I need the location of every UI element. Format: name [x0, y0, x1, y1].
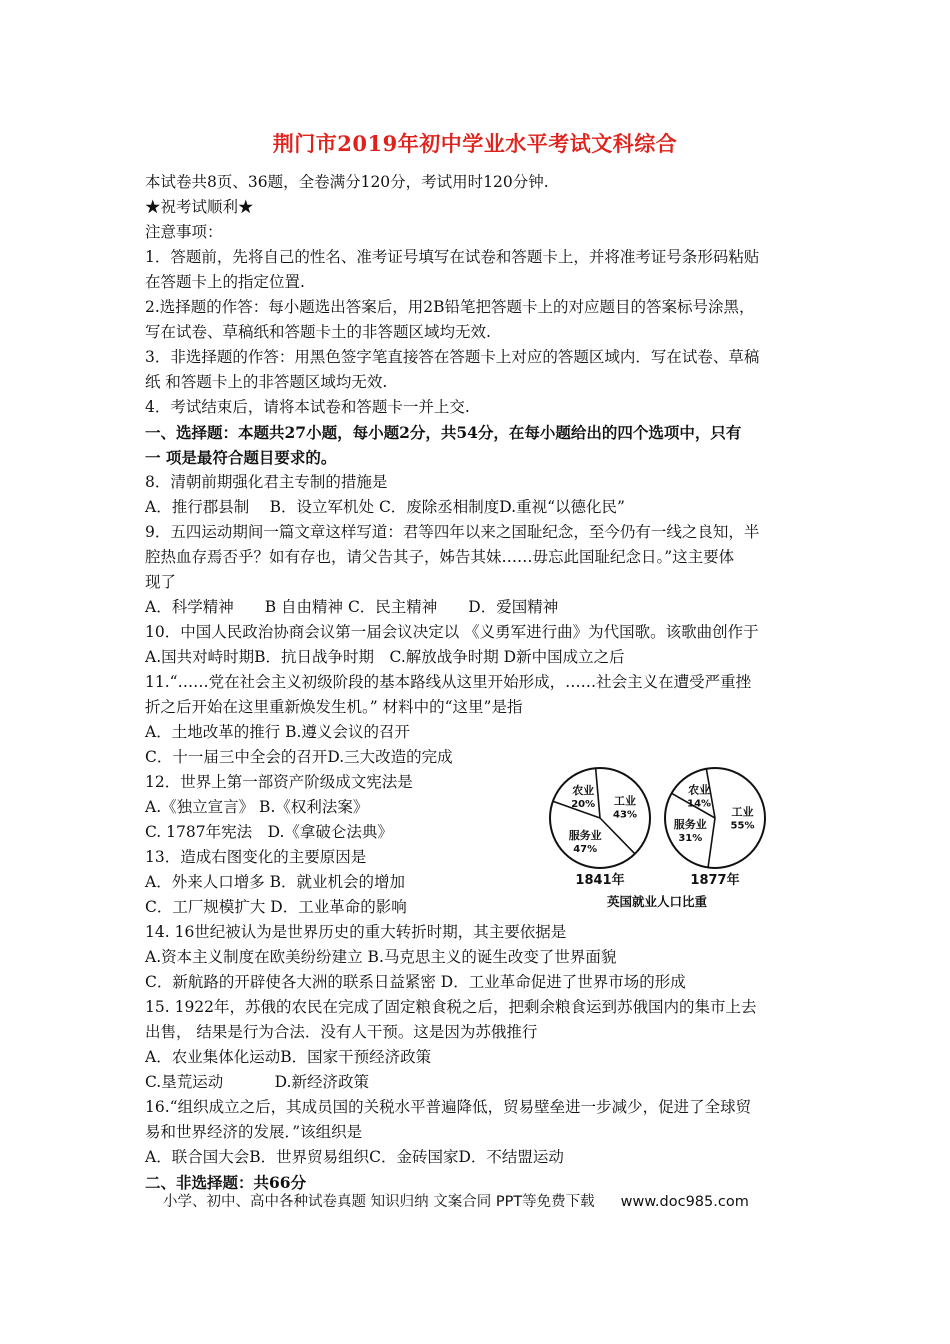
pie-year-label: 1877年: [690, 873, 740, 888]
pie-slice-value: 43%: [613, 809, 637, 821]
footer-text: 小学、初中、高中各种试卷真题 知识归纳 文案合同 PPT等免费下载: [163, 1194, 595, 1210]
pie-slice-value: 31%: [678, 833, 703, 845]
question-line: C.垦荒运动 D.新经济政策: [145, 1073, 369, 1091]
question-line: A.国共对峙时期B．抗日战争时期 C.解放战争时期 D新中国成立之后: [145, 648, 625, 666]
question-line: A．推行郡县制 B．设立军机处 C．废除丞相制度D.重视“以德化民”: [145, 498, 625, 516]
note-line: 在答题卡上的指定位置.: [145, 273, 305, 291]
question-line: A.资本主义制度在欧美纷纷建立 B.马克思主义的诞生改变了世界面貌: [145, 948, 617, 966]
question-line: C．工厂规模扩大 D．工业革命的影响: [145, 898, 407, 916]
question-line: 16.“组织成立之后，其成员国的关税水平普遍降低，贸易壁垒进一步减少，促进了全球贸: [145, 1098, 752, 1116]
section-heading: 一 项是最符合题目要求的。: [145, 448, 337, 467]
question-line: A.《独立宣言》 B.《权利法案》: [145, 798, 369, 816]
question-line: 9．五四运动期间一篇文章这样写道：君等四年以来之国耻纪念，至今仍有一线之良知，半: [145, 523, 760, 541]
question-line: 易和世界经济的发展．”该组织是: [145, 1123, 363, 1141]
pie-slice-label: 服务业: [568, 829, 602, 843]
pie-slice-label: 农业: [688, 783, 711, 797]
note-line: 写在试卷、草稿纸和答题卡土的非答题区域均无效.: [145, 323, 491, 341]
pie-slice-value: 55%: [730, 820, 755, 832]
section-heading: 一、选择题：本题共27小题，每小题2分，共54分，在每小题给出的四个选项中，只有: [145, 423, 742, 442]
note-line: 纸 和答题卡上的非答题区域均无效.: [145, 373, 388, 391]
pie-slice-value: 20%: [571, 799, 596, 811]
question-line: A．土地改革的推行 B.遵义会议的召开: [145, 723, 410, 741]
intro-line: 本试卷共8页、36题，全卷满分120分，考试用时120分钟.: [145, 173, 549, 191]
intro-line: 注意事项：: [145, 223, 223, 241]
question-line: 13．造成右图变化的主要原因是: [145, 848, 367, 866]
question-line: 10．中国人民政治协商会议第一届会议决定以 《义勇军进行曲》为代国歌。该歌曲创作于: [145, 623, 759, 641]
pie-slice-label: 工业: [731, 805, 754, 819]
note-line: 3．非选择题的作答：用黑色签字笔直接答在答题卡上对应的答题区域内．写在试卷、草稿: [145, 348, 760, 366]
question-line: A．科学精神 B 自由精神 C．民主精神 D．爱国精神: [145, 598, 559, 616]
pie-slice-value: 47%: [573, 844, 598, 856]
chart-title: 英国就业人口比重: [606, 894, 708, 909]
question-line: A．农业集体化运动B．国家干预经济政策: [145, 1048, 432, 1066]
employment-pie-chart: [545, 758, 770, 918]
question-line: 出售， 结果是行为合法．没有人干预。这是因为苏俄推行: [145, 1023, 538, 1041]
pie-slice-label: 服务业: [673, 818, 707, 832]
question-line: A．外来人口增多 B．就业机会的增加: [145, 873, 406, 891]
question-line: C. 1787年宪法 D.《拿破仑法典》: [145, 823, 393, 841]
question-line: 12．世界上第一部资产阶级成文宪法是: [145, 773, 413, 791]
intro-line: ★祝考试顺利★: [145, 198, 254, 216]
question-line: C．新航路的开辟使各大洲的联系日益紧密 D．工业革命促进了世界市场的形成: [145, 973, 686, 991]
question-line: 11.“……党在社会主义初级阶段的基本路线从这里开始形成，……社会主义在遭受严重挫: [145, 673, 752, 691]
question-line: 现了: [145, 573, 177, 591]
note-line: 4．考试结束后，请将本试卷和答题卡一并上交.: [145, 398, 470, 416]
section-heading: 二、非选择题：共66分: [145, 1173, 307, 1192]
footer-site-link[interactable]: www.doc985.com: [620, 1194, 749, 1210]
pie-slice-value: 14%: [687, 798, 712, 810]
question-line: 14. 16世纪被认为是世界历史的重大转折时期，其主要依据是: [145, 923, 567, 941]
question-line: A．联合国大会B．世界贸易组织C．金砖国家D．不结盟运动: [145, 1148, 564, 1166]
question-line: 腔热血存焉否乎？如有存也，请父告其子，姊告其妹……毋忘此国耻纪念日。”这主要体: [145, 548, 735, 566]
question-line: 8．清朝前期强化君主专制的措施是: [145, 473, 388, 491]
exam-title: 荆门市2019年初中学业水平考试文科综合: [272, 131, 678, 156]
pie-slice-label: 农业: [572, 784, 595, 798]
note-line: 1．答题前，先将自己的性名、准考证号填写在试卷和答题卡上，并将准考证号条形码粘贴: [145, 248, 760, 266]
note-line: 2.选择题的作答：每小题选出答案后，用2B铅笔把答题卡上的对应题目的答案标号涂黑，: [145, 298, 755, 316]
footer: [163, 1190, 749, 1211]
question-line: 折之后开始在这里重新焕发生机。” 材料中的“这里”是指: [145, 698, 523, 716]
pie-year-label: 1841年: [575, 873, 625, 888]
pie-slice-label: 工业: [614, 794, 636, 808]
question-line: 15. 1922年，苏俄的农民在完成了固定粮食税之后，把剩余粮食运到苏俄国内的集市上去: [145, 998, 757, 1016]
question-line: C．十一届三中全会的召开D.三大改造的完成: [145, 748, 453, 766]
